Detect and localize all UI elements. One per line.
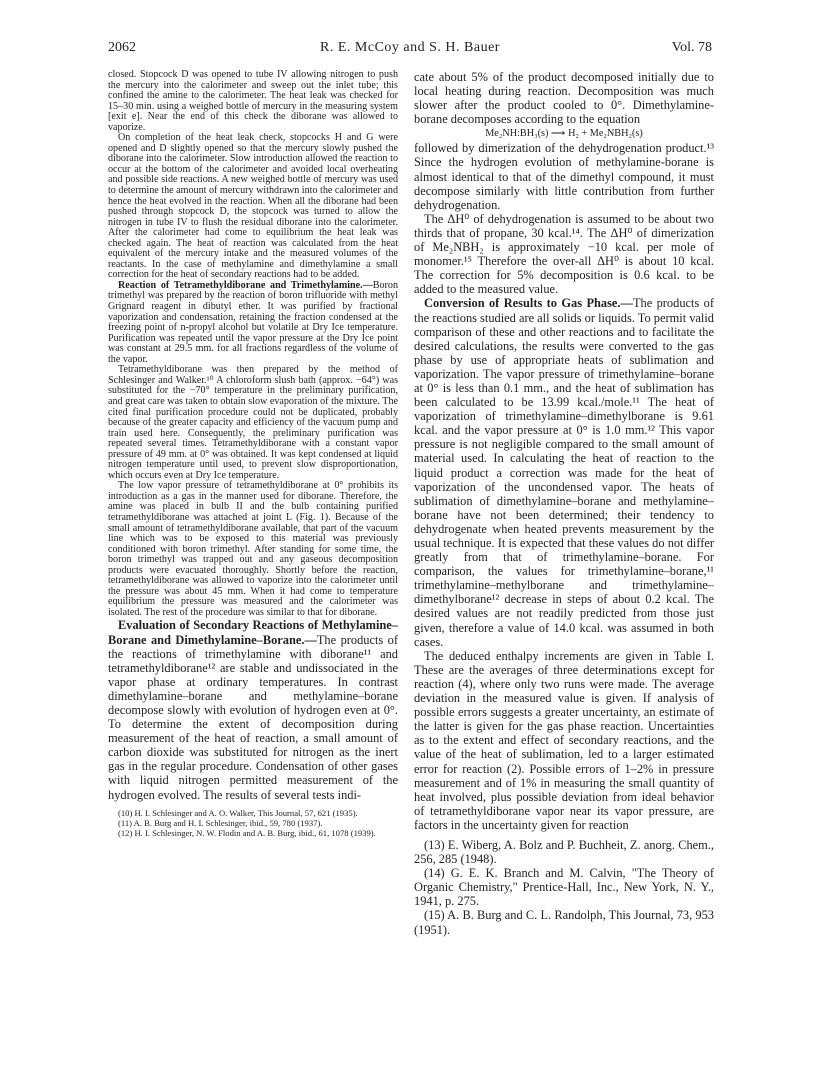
footnote: (15) A. B. Burg and C. L. Randolph, This Journal, 73, 953 (1951). xyxy=(414,908,714,937)
section-heading: Reaction of Tetramethyldiborane and Trimethylamine.— xyxy=(118,279,373,291)
paragraph: The ΔH⁰ of dehydrogenation is assumed to be about two thirds that of propane, 30 kcal.¹⁴. The ΔH⁰ of dimerization of Me₂NBH₂ is approximately −10 kcal. per mole of monomer.¹⁵ Therefore the over-all ΔH⁰ is about 10 kcal. The correction for 5% decomposition is 0.6 kcal. to be added to the measured value. xyxy=(414,211,714,297)
paragraph-body: The products of the reactions of trimethylamine with diborane¹¹ and tetramethyldiborane¹² are stable and undissociated in the vapor phase at ordinary temperatures. In contrast dimethylamine–borane and methylamine–borane decompose slowly with evolution of hydrogen even at 0°. To determine the extent of decomposition during measurement of the heat of reaction, a small amount of carbon dioxide was substituted for nitrogen as the inert gas in the regular procedure. Condensation of other gases with liquid nitrogen permitted measurement of the hydrogen evolved. The results of several tests indi- xyxy=(108,632,398,802)
paragraph xyxy=(108,618,398,801)
paragraph: Tetramethyldiborane was then prepared by the method of Schlesinger and Walker.¹⁰ A chloroform slush bath (approx. −64°) was substituted for the −70° temperature in the preliminary purification, and great care was taken to obtain slow evaporation of the mixture. The cited final purification procedure could not be duplicated, probably because of the greater capacity and efficiency of the vacuum pump and train used here. Consequently, the preliminary purification was repeated several times. Tetramethyldiborane with a constant vapor pressure of 49 mm. at 0° was obtained. It was kept condensed at liquid nitrogen temperature until used, to prevent slow disproportionation, which occurs even at Dry Ice temperature. xyxy=(108,364,398,481)
right-column xyxy=(414,70,714,937)
footnote: (10) H. I. Schlesinger and A. O. Walker, This Journal, 57, 621 (1935). xyxy=(118,807,358,818)
paragraph: cate about 5% of the product decomposed initially due to local heating during reaction. Decomposition was much slower after the product cooled to 0°. Dimethylamine-borane decomposes according to the equation xyxy=(414,70,714,127)
paragraph: closed. Stopcock D was opened to tube IV allowing nitrogen to push the mercury into the calorimeter and sweep out the inlet tube; this confined the amine to the calorimeter. The heat leak was checked for 15–30 min. using a weighed bottle of mercury in the measuring system [exit e]. Near the end of this check the diborane was allowed to vaporize. xyxy=(108,69,398,133)
authors-header: R. E. McCoy and S. H. Bauer xyxy=(320,40,500,55)
running-header xyxy=(108,40,712,60)
paragraph-body: Boron trimethyl was prepared by the reaction of boron trifluoride with methyl Grignard reagent in dibutyl ether. It was purified by fractional vaporization and condensation, retaining the fraction condensed at the freezing point of n-propyl alcohol but volatile at Dry Ice temperature. Purification was repeated until the vapor pressure at the Dry Ice point was constant at 29.5 mm. for all fractions regardless of the volume of the vapor. xyxy=(108,279,398,365)
section-heading: Conversion of Results to Gas Phase.— xyxy=(424,296,633,311)
footnote: (11) A. B. Burg and H. I. Schlesinger, ibid., 59, 780 (1937). xyxy=(118,817,323,828)
paragraph: The low vapor pressure of tetramethyldiborane at 0° prohibits its introduction as a gas in the manner used for diborane. Therefore, the amine was placed in bulb II and the bulb containing purified tetramethyldiborane was attached at joint L (Fig. 1). Because of the small amount of tetramethyldiborane available, that part of the vacuum line which was to be exposed to this material was previously conditioned with boron trimethyl. After standing for some time, the boron trimethyl was trapped out and any gaseous decomposition products were evacuated thoroughly. Shortly before the reaction, tetramethyldiborane was allowed to vaporize into the calorimeter until the pressure was about 45 mm. When it had come to temperature equilibrium the pressure was measured and the calorimeter was isolated. The rest of the procedure was similar to that for diborane. xyxy=(108,480,398,618)
footnote: (14) G. E. K. Branch and M. Calvin, "The Theory of Organic Chemistry," Prentice-Hall, Inc., New York, N. Y., 1941, p. 275. xyxy=(414,866,714,909)
footnotes xyxy=(414,838,714,937)
paragraph-body: The products of the reactions studied are all solids or liquids. To permit valid comparison of these and other reactions and to facilitate the desired calculations, the results were converted to the gas phase by use of appropriate heats of sublimation and vaporization. The vapor pressure of trimethylamine–borane at 0° is less than 0.1 mm., and the heat of sublimation has been calculated to be 13.99 kcal./mole.¹¹ The heat of vaporization of trimethylamine–dimethylborane is 9.61 kcal. and the vapor pressure at 0° is 1.0 mm.¹² This vapor pressure is not negligible compared to the small amount of material used. In calculating the heat of reaction to the liquid product a correction was made for the heat of vaporization of the uncondensed vapor. The heats of sublimation of dimethylamine–borane and methylamine–borane have not been determined; their tendency to dehydrogenate when heated prevents measurement by the usual technique. It is expected that these values do not differ greatly from that of trimethylamine–borane. For comparison, the values for trimethylamine–borane,¹¹ trimethylamine–methylborane and trimethylamine–dimethylborane¹² decrease in steps of about 0.2 kcal. The desired values are not readily predicted from those just given, therefore a value of 14.0 kcal. was assumed in both cases. xyxy=(414,296,715,649)
footnote: (12) H. I. Schlesinger, N. W. Flodin and A. B. Burg, ibid., 61, 1078 (1939). xyxy=(118,828,376,839)
page-number: 2062 xyxy=(108,40,136,55)
paragraph xyxy=(414,296,714,648)
footnote: (13) E. Wiberg, A. Bolz and P. Buchheit, Z. anorg. Chem., 256, 285 (1948). xyxy=(414,837,714,867)
left-column xyxy=(108,70,398,838)
chemical-equation: Me₂NH:BH₃(s) ⟶ H₂ + Me₂NBH₂(s) xyxy=(485,128,643,140)
volume-label: Vol. 78 xyxy=(671,40,712,55)
paragraph xyxy=(108,281,398,365)
paragraph: The deduced enthalpy increments are given in Table I. These are the averages of three determinations except for reaction (4), where only two runs were made. The average deviation in the measured value is given. If analysis of possible errors suggests a greater uncertainty, an estimate of the latter is given for the gas phase reaction. Uncertainties as to the extent and effect of secondary reactions, and the value of the heat of sublimation, led to a larger estimated error for reaction (2). Possible errors of 1–2% in pressure measurement and of 1% in measuring the small quantity of heat involved, plus possible deviation from ideal behavior of tetramethyldiborane vapor near its vapor pressure, are factors in the uncertainty given for reaction xyxy=(414,648,714,832)
footnotes xyxy=(108,808,398,839)
paragraph: followed by dimerization of the dehydrogenation product.¹³ Since the hydrogen evolution of methylamine-borane is almost identical to that of the dimethyl compound, it must decompose similarly with little contribution from further dehydrogenation. xyxy=(414,141,714,212)
section-heading: Evaluation of Secondary Reactions of Methylamine–Borane and Dimethylamine–Borane.— xyxy=(108,618,398,647)
paragraph: On completion of the heat leak check, stopcocks H and G were opened and D slightly opened so that the mercury slowly pushed the diborane into the calorimeter. Slow introduction allowed the reaction to occur at the bottom of the calorimeter and avoided local overheating and possible side reactions. A new weighed bottle of mercury was used to determine the amount of mercury withdrawn into the calorimeter and hence the heat evolved in the reaction. When all the diborane had been pushed through stopcock D, the stopcock was turned to allow the nitrogen in tube IV to flush the residual diborane into the calorimeter. After the calorimeter had come to equilibrium the heat leak was checked again. The heat of reaction was calculated from the heat equivalent of the mercury intake and the measured volumes of the reactants. In the case of methylamine and dimethylamine a small correction for the heat of secondary reactions had to be added. xyxy=(108,132,398,281)
